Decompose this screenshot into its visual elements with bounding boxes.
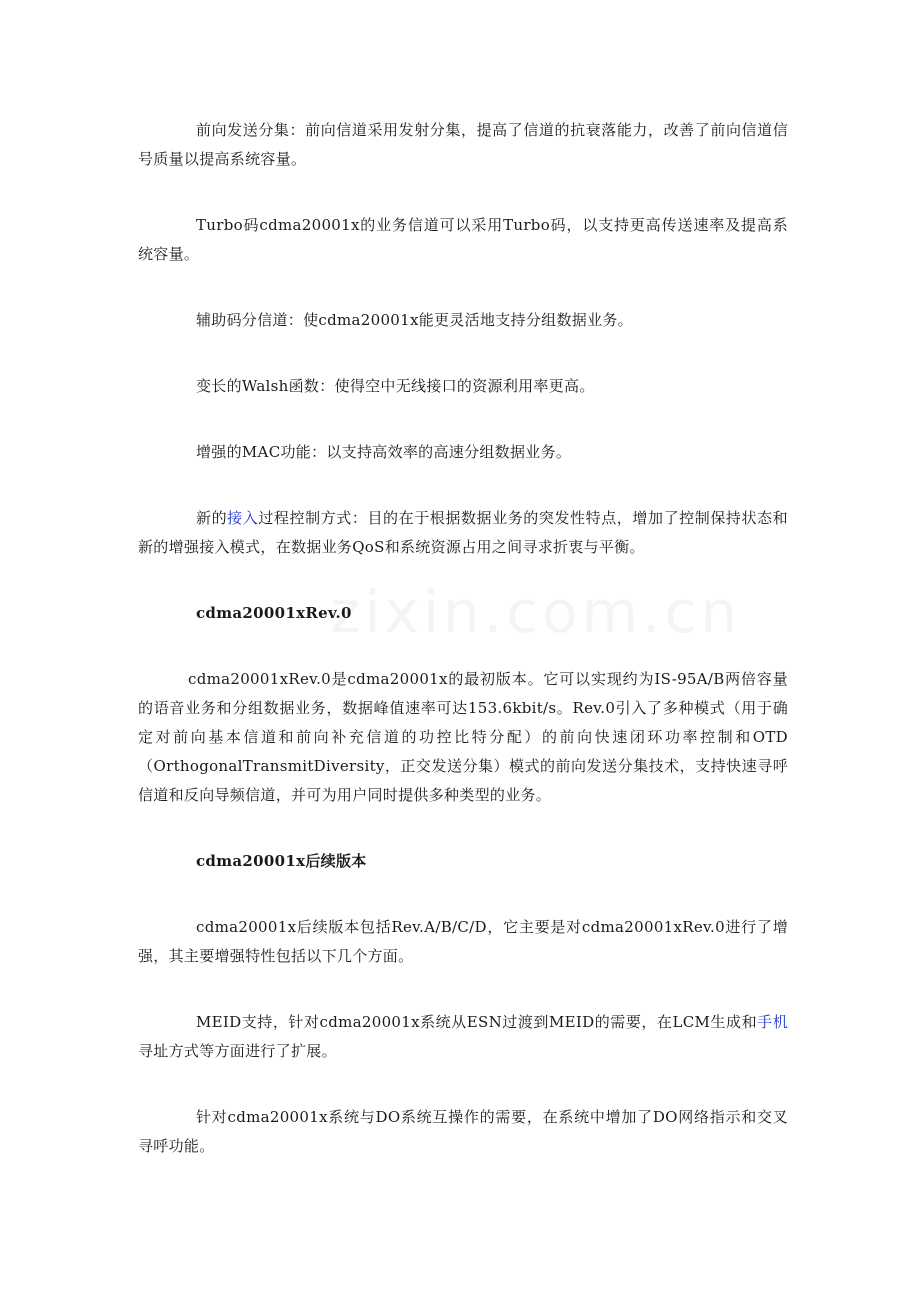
access-link[interactable]: 接入 (227, 509, 259, 527)
paragraph-later-versions: cdma20001x后续版本包括Rev.A/B/C/D，它主要是对cdma20001xRev.0进行了增强，其主要增强特性包括以下几个方面。 (138, 918, 788, 965)
section-heading-rev0: cdma20001xRev.0 (196, 604, 352, 622)
paragraph-text: 寻址方式等方面进行了扩展。 (138, 1042, 337, 1060)
paragraph-text: 新的 (196, 509, 228, 527)
paragraph-rev0-description: cdma20001xRev.0是cdma20001x的最初版本。它可以实现约为IS-95A/B两倍容量的语音业务和分组数据业务，数据峰值速率可达153.6kbit/s。Rev.0引入了多种模式（用于确定对前向基本信道和前向补充信道的功控比特分配）的前向快速闭环功率控制和OTD（OrthogonalTransmitDiversity，正交发送分集）模式的前向发送分集技术，支持快速寻呼信道和反向导频信道，并可为用户同时提供多种类型的业务。 (138, 670, 788, 804)
paragraph-text: 过程控制方式：目的在于根据数据业务的突发性特点，增加了控制保持状态和新的增强接入模式，在数据业务QoS和系统资源占用之间寻求折衷与平衡。 (138, 509, 788, 556)
document-body (138, 116, 788, 1161)
paragraph-forward-transmit-diversity: 前向发送分集：前向信道采用发射分集，提高了信道的抗衰落能力，改善了前向信道信号质量以提高系统容量。 (138, 121, 788, 168)
paragraph-access-control (138, 504, 788, 562)
paragraph-variable-walsh: 变长的Walsh函数：使得空中无线接口的资源利用率更高。 (196, 377, 595, 395)
paragraph-turbo-code: Turbo码cdma20001x的业务信道可以采用Turbo码，以支持更高传送速率及提高系统容量。 (138, 216, 788, 263)
paragraph-supplemental-code-channel: 辅助码分信道：使cdma20001x能更灵活地支持分组数据业务。 (196, 311, 633, 329)
paragraph-enhanced-mac: 增强的MAC功能：以支持高效率的高速分组数据业务。 (196, 443, 572, 461)
paragraph-meid-support (138, 1008, 788, 1066)
section-heading-later-versions: cdma20001x后续版本 (196, 852, 367, 870)
paragraph-do-interop: 针对cdma20001x系统与DO系统互操作的需要，在系统中增加了DO网络指示和交叉寻呼功能。 (138, 1108, 788, 1155)
mobile-phone-link[interactable]: 手机 (757, 1013, 788, 1031)
paragraph-text: MEID支持，针对cdma20001x系统从ESN过渡到MEID的需要，在LCM生成和 (196, 1013, 758, 1031)
